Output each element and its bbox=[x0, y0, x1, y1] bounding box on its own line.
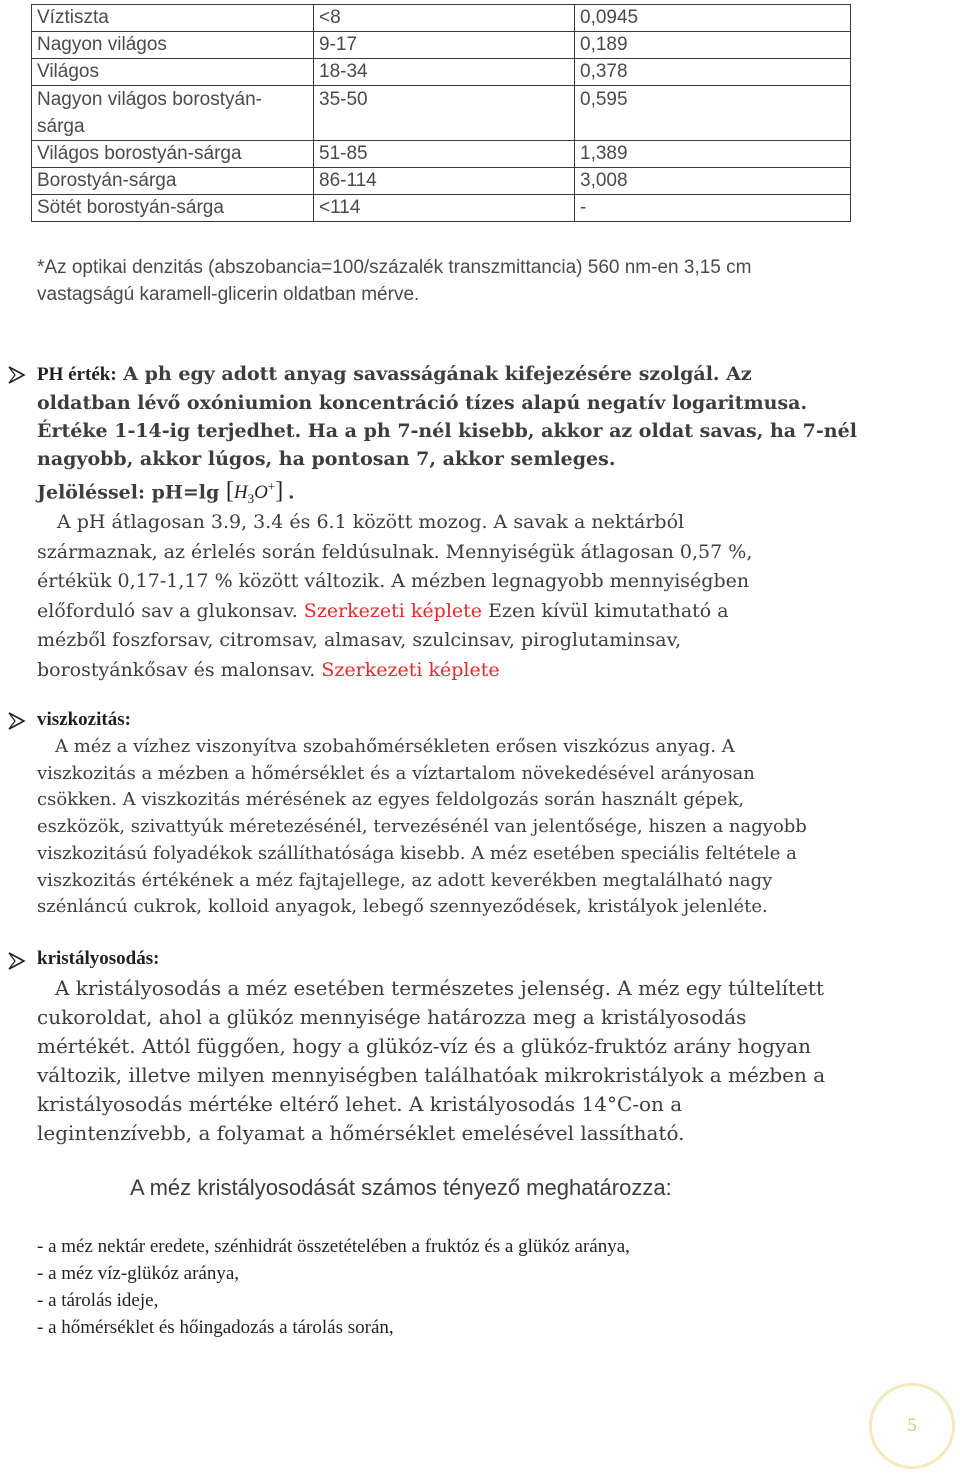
table-cell: <8 bbox=[314, 5, 575, 32]
ph-para-line: származnak, az érlelés során feldúsulnak. Mennyiségük átlagosan 0,57 %, bbox=[37, 540, 753, 563]
table-cell: 0,0945 bbox=[575, 5, 851, 32]
ph-para-line: mézből foszforsav, citromsav, almasav, szulcinsav, piroglutaminsav, bbox=[37, 629, 682, 651]
formula-h: H bbox=[233, 482, 248, 504]
ph-line: Értéke 1-14-ig terjedhet. Ha a ph 7-nél kisebb, akkor az oldat savas, ha 7-nél bbox=[37, 420, 857, 442]
viscosity-paragraph bbox=[37, 734, 877, 921]
factors-title: A méz kristályosodását számos tényező meghatározza: bbox=[130, 1175, 672, 1200]
ph-formula: $[H_3O^+]$ bbox=[225, 478, 284, 507]
ph-para-line: A pH átlagosan 3.9, 3.4 és 6.1 között mozog. A savak a nektárból bbox=[57, 511, 685, 533]
table-cell-line: sárga bbox=[37, 116, 85, 137]
viscosity-line: eszközök, szivattyúk méretezésénél, tervezésénél van jelentősége, hiszen a nagyobb bbox=[37, 816, 807, 838]
crystallization-line: változik, illetve milyen mennyiségben találhatóak mikrokristályok a mézben a bbox=[37, 1063, 826, 1087]
table-cell: 1,389 bbox=[575, 141, 851, 168]
table-cell: 35-50 bbox=[314, 86, 575, 141]
formula-sup: + bbox=[267, 479, 276, 494]
table-cell: <114 bbox=[314, 195, 575, 222]
table-cell bbox=[32, 86, 314, 141]
page-number bbox=[869, 1383, 955, 1469]
footnote-line: vastagságú karamell-glicerin oldatban mérve. bbox=[37, 284, 420, 305]
honey-color-table bbox=[31, 4, 851, 222]
formula-o: O bbox=[254, 482, 268, 504]
list-item: - a hőmérséklet és hőingadozás a tárolás során, bbox=[37, 1317, 394, 1338]
crystallization-heading: kristályosodás: bbox=[37, 948, 160, 969]
table-row bbox=[32, 195, 851, 222]
ph-para-line: értékük 0,17-1,17 % között változik. A mézben legnagyobb mennyiségben bbox=[37, 570, 750, 592]
viscosity-line: szénláncú cukrok, kolloid anyagok, lebegő szennyeződések, kristályok jelenléte. bbox=[37, 896, 768, 918]
ph-para-line bbox=[37, 597, 867, 627]
crystallization-line: cukoroldat, ahol a glükóz mennyisége határozza meg a kristályosodás bbox=[37, 1005, 747, 1029]
arrow-bullet-icon bbox=[6, 364, 28, 386]
table-cell: Nagyon világos bbox=[32, 32, 314, 59]
ph-para-text: borostyánkősav és malonsav. bbox=[37, 658, 316, 681]
ph-para-text: előforduló sav a glukonsav. bbox=[37, 599, 298, 622]
viscosity-line: viszkozitás értékének a méz fajtajellege, az adott keverékben megtalálható nagy bbox=[37, 869, 773, 891]
table-cell: Sötét borostyán-sárga bbox=[32, 195, 314, 222]
viscosity-line: viszkozitású folyadékok szállíthatósága kisebb. A méz esetében speciális feltétele a bbox=[37, 842, 797, 864]
table-row bbox=[32, 32, 851, 59]
ph-section bbox=[37, 360, 867, 513]
ph-line bbox=[37, 360, 867, 389]
structure-formula-link[interactable]: Szerkezeti képlete bbox=[321, 658, 500, 681]
ph-text: A ph egy adott anyag savasságának kifejezésére szolgál. Az bbox=[123, 363, 752, 385]
crystallization-line: mértékét. Attól függően, hogy a glükóz-víz és a glükóz-fruktóz arány hogyan bbox=[37, 1034, 812, 1058]
table-cell-line: Nagyon világos borostyán- bbox=[37, 89, 262, 110]
table-cell: 51-85 bbox=[314, 141, 575, 168]
viscosity-line: viszkozitás a mézben a hőmérséklet és a víztartalom növekedésével arányosan bbox=[37, 762, 755, 784]
formula-end: . bbox=[287, 481, 295, 504]
crystallization-paragraph bbox=[37, 974, 877, 1148]
table-row bbox=[32, 59, 851, 86]
formula-sub: 3 bbox=[247, 491, 255, 507]
ph-para-text: Ezen kívül kimutatható a bbox=[488, 599, 729, 622]
ph-line: oldatban lévő oxóniumion koncentráció tízes alapú negatív logaritmusa. bbox=[37, 392, 808, 414]
ph-heading: PH érték: bbox=[37, 364, 117, 385]
crystallization-line: legintenzívebb, a folyamat a hőmérséklet emelésével lassítható. bbox=[37, 1121, 685, 1145]
ph-notation-label: Jelöléssel: pH=lg bbox=[37, 481, 220, 504]
ph-para-line bbox=[37, 656, 867, 686]
table-cell: - bbox=[575, 195, 851, 222]
table-cell: 0,189 bbox=[575, 32, 851, 59]
table-cell: 3,008 bbox=[575, 168, 851, 195]
structure-formula-link[interactable]: Szerkezeti képlete bbox=[303, 599, 483, 622]
crystallization-line: kristályosodás mértéke eltérő lehet. A kristályosodás 14°C-on a bbox=[37, 1092, 683, 1116]
ph-paragraph bbox=[37, 508, 867, 685]
viscosity-line: A méz a vízhez viszonyítva szobahőmérsékleten erősen viszkózus anyag. A bbox=[55, 736, 735, 757]
table-cell: Borostyán-sárga bbox=[32, 168, 314, 195]
list-item: - a méz nektár eredete, szénhidrát összetételében a fruktóz és a glükóz aránya, bbox=[37, 1236, 630, 1257]
page-number-text: 5 bbox=[907, 1415, 917, 1436]
list-item: - a tárolás ideje, bbox=[37, 1290, 159, 1311]
footnote-line: *Az optikai denzitás (abszobancia=100/százalék transzmittancia) 560 nm-en 3,15 cm bbox=[37, 257, 752, 278]
viscosity-heading: viszkozitás: bbox=[37, 709, 131, 730]
table-cell: 0,378 bbox=[575, 59, 851, 86]
table-row bbox=[32, 141, 851, 168]
list-item: - a méz víz-glükóz aránya, bbox=[37, 1263, 240, 1284]
table-cell: 0,595 bbox=[575, 86, 851, 141]
table-row bbox=[32, 86, 851, 141]
table-cell: Víztiszta bbox=[32, 5, 314, 32]
table-cell: Világos bbox=[32, 59, 314, 86]
table-cell: 86-114 bbox=[314, 168, 575, 195]
crystallization-line: A kristályosodás a méz esetében természetes jelenség. A méz egy túltelített bbox=[55, 976, 825, 1000]
table-cell: Világos borostyán-sárga bbox=[32, 141, 314, 168]
arrow-bullet-icon bbox=[6, 710, 28, 732]
arrow-bullet-icon bbox=[6, 950, 28, 972]
table-cell: 9-17 bbox=[314, 32, 575, 59]
ph-line: nagyobb, akkor lúgos, ha pontosan 7, akkor semleges. bbox=[37, 448, 616, 470]
factors-list bbox=[37, 1233, 630, 1341]
table-cell: 18-34 bbox=[314, 59, 575, 86]
table-footnote bbox=[37, 254, 857, 308]
table-row bbox=[32, 5, 851, 32]
viscosity-line: csökken. A viszkozitás mérésének az egyes feldolgozás során használt gépek, bbox=[37, 789, 745, 811]
table-row bbox=[32, 168, 851, 195]
